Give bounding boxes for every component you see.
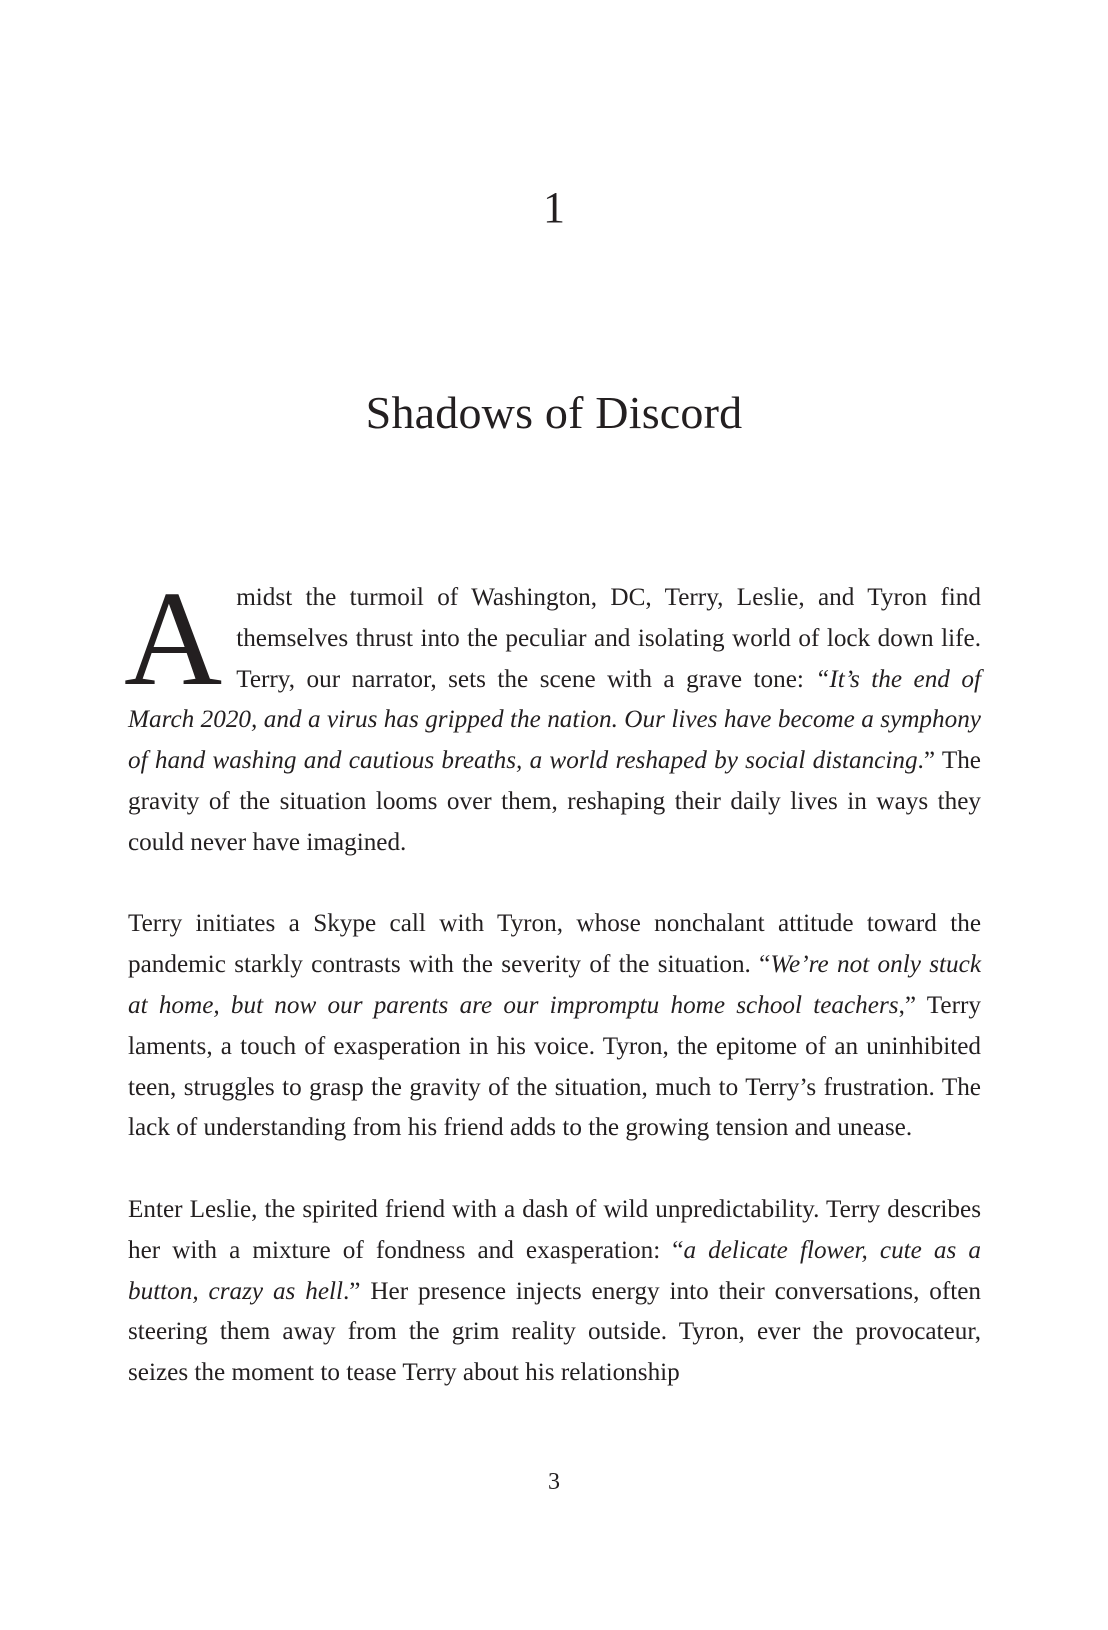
paragraph-text: ,” Terry laments, a touch of exasperation in his voice. Tyron, the epitome of an uninhibited teen, struggles to grasp the gravity of the situation, much to Terry’s frustration. The lack of understanding from his friend adds to the growing tension and unease.: [128, 991, 981, 1142]
drop-cap: A: [124, 564, 223, 714]
italic-quote: We’re not only stuck at home, but now our parents are our impromptu home school teachers: [128, 951, 981, 1019]
paragraph-text: Terry initiates a Skype call with Tyron, whose nonchalant attitude toward the pandemic starkly contrasts with the severity of the situation. “: [128, 910, 981, 979]
paragraph-text: midst the turmoil of Washington, DC, Terry, Leslie, and Tyron find themselves thrust into the peculiar and isolating world of lock down life. Terry, our narrator, sets the scene with a grave tone:: [236, 584, 981, 693]
italic-quote: “It’s the end of March 2020, and a virus has gripped the nation. Our lives have become a symphony of hand washing and cautious breaths, a world reshaped by social distancing: [128, 665, 981, 775]
chapter-body: [124, 564, 981, 1435]
paragraph-text: .” Her presence injects energy into their conversations, often steering them away from the grim reality outside. Tyron, ever the provocateur, seizes the moment to tease Terry about his relationship: [128, 1277, 981, 1387]
paragraph-text: .” The gravity of the situation looms over them, reshaping their daily lives in ways they could never have imagined.: [128, 747, 981, 856]
chapter-number: 1: [543, 183, 565, 232]
chapter-title: Shadows of Discord: [365, 387, 743, 438]
paragraph: [128, 904, 981, 1149]
italic-quote: a delicate flower, cute as a button, crazy as hell: [128, 1236, 981, 1305]
paragraph: [124, 564, 981, 864]
page-number: 3: [548, 1469, 560, 1495]
paragraph: [128, 1190, 981, 1394]
paragraph-text: Enter Leslie, the spirited friend with a dash of wild unpredictability. Terry describes her with a mixture of fondness and exasperation: “: [128, 1195, 981, 1264]
